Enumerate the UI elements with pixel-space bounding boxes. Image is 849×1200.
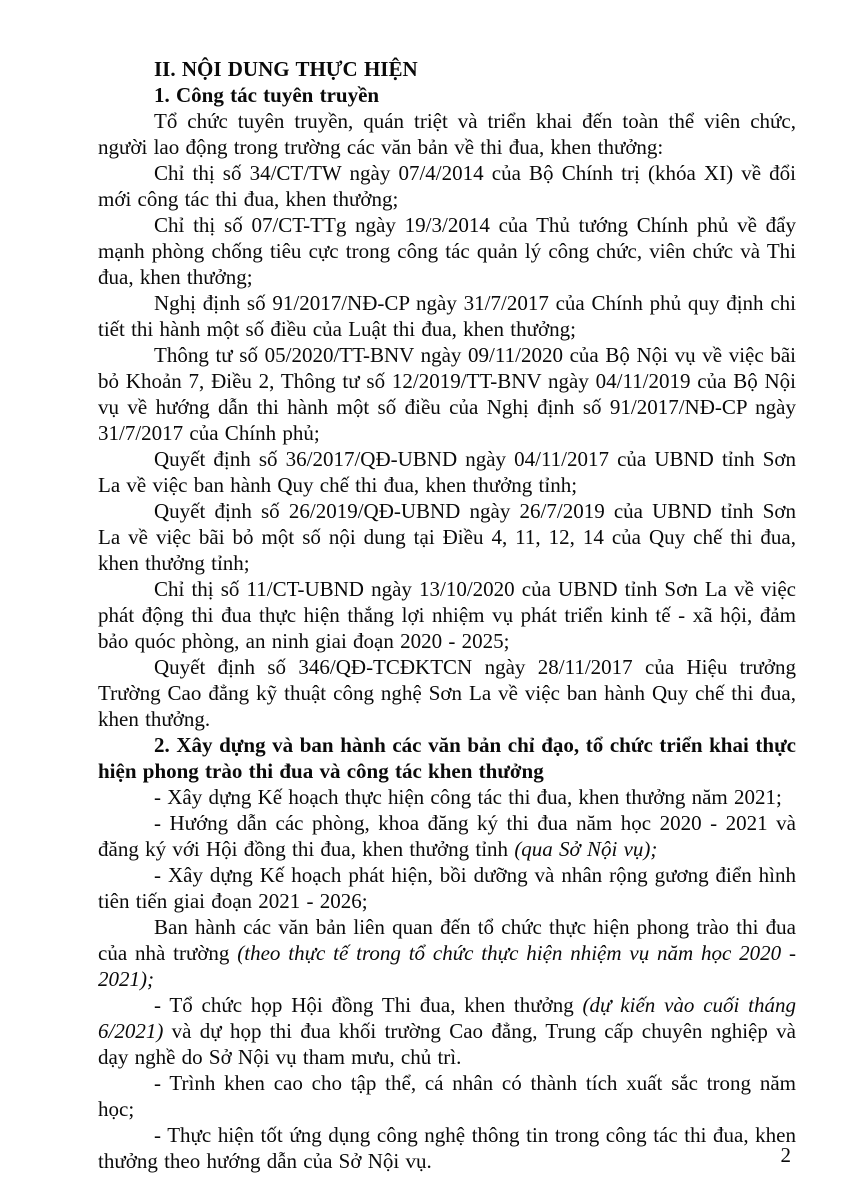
paragraph-text: Nghị định số 91/2017/NĐ-CP ngày 31/7/2017 của Chính phủ quy định chi tiết thi hành một số điều của Luật thi đua, khen thưởng;: [98, 291, 796, 341]
paragraph-text: và dự họp thi đua khối trường Cao đẳng, Trung cấp chuyên nghiệp và dạy nghề do Sở Nội vụ tham mưu, chủ trì.: [98, 1019, 796, 1069]
paragraph-registration: [98, 810, 796, 862]
paragraph-text: - Xây dựng Kế hoạch thực hiện công tác thi đua, khen thưởng năm 2021;: [154, 785, 782, 809]
paragraph-text: Chỉ thị số 07/CT-TTg ngày 19/3/2014 của Thủ tướng Chính phủ về đẩy mạnh phòng chống tiêu cực trong công tác quản lý công chức, viên chức và Thi đua, khen thưởng;: [98, 213, 796, 289]
paragraph-note-italic: (dự kiến vào cuối tháng 6/2021): [98, 993, 796, 1043]
paragraph-text: Thông tư số 05/2020/TT-BNV ngày 09/11/2020 của Bộ Nội vụ về việc bãi bỏ Khoản 7, Điều 2, Thông tư số 12/2019/TT-BNV ngày 04/11/2019 của Bộ Nội vụ về hướng dẫn thi hành một số điều của Nghị định số 91/2017/NĐ-CP ngày 31/7/2017 của Chính phủ;: [98, 343, 796, 445]
paragraph-plan-2026: [98, 862, 796, 914]
subsection-heading-text: 2. Xây dựng và ban hành các văn bản chỉ đạo, tổ chức triển khai thực hiện phong trào thi đua và công tác khen thưởng: [98, 733, 796, 783]
paragraph-commendation: [98, 1070, 796, 1122]
paragraph-it-application: [98, 1122, 796, 1174]
paragraph-decision-26: [98, 498, 796, 576]
paragraph-text: - Xây dựng Kế hoạch phát hiện, bồi dưỡng và nhân rộng gương điển hình tiên tiến giai đoạn 2021 - 2026;: [98, 863, 796, 913]
section-heading-text: II. NỘI DUNG THỰC HIỆN: [154, 57, 418, 81]
paragraph-text: - Trình khen cao cho tập thể, cá nhân có thành tích xuất sắc trong năm học;: [98, 1071, 796, 1121]
paragraph-decree-91: [98, 290, 796, 342]
paragraph-intro: [98, 108, 796, 160]
paragraph-decision-36: [98, 446, 796, 498]
paragraph-text: - Hướng dẫn các phòng, khoa đăng ký thi đua năm học 2020 - 2021 và đăng ký với Hội đồng thi đua, khen thưởng tỉnh: [98, 811, 796, 861]
section-heading-ii: [98, 56, 796, 82]
paragraph-directive-11: [98, 576, 796, 654]
subsection-heading-2: [98, 732, 796, 784]
paragraph-text: Quyết định số 346/QĐ-TCĐKTCN ngày 28/11/2017 của Hiệu trưởng Trường Cao đẳng kỹ thuật công nghệ Sơn La về việc ban hành Quy chế thi đua, khen thưởng.: [98, 655, 796, 731]
paragraph-plan-2021: [98, 784, 796, 810]
paragraph-directive-07: [98, 212, 796, 290]
paragraph-text: Chỉ thị số 34/CT/TW ngày 07/4/2014 của Bộ Chính trị (khóa XI) về đổi mới công tác thi đua, khen thưởng;: [98, 161, 796, 211]
subsection-heading-1: [98, 82, 796, 108]
document-body: [98, 56, 796, 1174]
paragraph-text: Chỉ thị số 11/CT-UBND ngày 13/10/2020 của UBND tỉnh Sơn La về việc phát động thi đua thực hiện thắng lợi nhiệm vụ phát triển kinh tế - xã hội, đảm bảo quóc phòng, an ninh giai đoạn 2020 - 2025;: [98, 577, 796, 653]
paragraph-text: Ban hành các văn bản liên quan đến tổ chức thực hiện phong trào thi đua của nhà trường: [98, 915, 796, 965]
paragraph-decision-346: [98, 654, 796, 732]
paragraph-text: Tổ chức tuyên truyền, quán triệt và triển khai đến toàn thể viên chức, người lao động trong trường các văn bản về thi đua, khen thưởng:: [98, 109, 796, 159]
paragraph-note-italic: (theo thực tế trong tổ chức thực hiện nhiệm vụ năm học 2020 - 2021);: [98, 941, 796, 991]
paragraph-text: - Thực hiện tốt ứng dụng công nghệ thông tin trong công tác thi đua, khen thưởng theo hướng dẫn của Sở Nội vụ.: [98, 1123, 796, 1173]
paragraph-text: Quyết định số 36/2017/QĐ-UBND ngày 04/11/2017 của UBND tỉnh Sơn La về việc ban hành Quy chế thi đua, khen thưởng tỉnh;: [98, 447, 796, 497]
paragraph-issue-documents: [98, 914, 796, 992]
paragraph-text: Quyết định số 26/2019/QĐ-UBND ngày 26/7/2019 của UBND tỉnh Sơn La về việc bãi bỏ một số nội dung tại Điều 4, 11, 12, 14 của Quy chế thi đua, khen thưởng tỉnh;: [98, 499, 796, 575]
paragraph-note-italic: (qua Sở Nội vụ);: [514, 837, 658, 861]
subsection-heading-text: 1. Công tác tuyên truyền: [154, 83, 380, 107]
paragraph-circular-05: [98, 342, 796, 446]
paragraph-directive-34: [98, 160, 796, 212]
paragraph-text: - Tổ chức họp Hội đồng Thi đua, khen thưởng: [154, 993, 583, 1017]
page-number: 2: [780, 1143, 791, 1167]
paragraph-council-meeting: [98, 992, 796, 1070]
